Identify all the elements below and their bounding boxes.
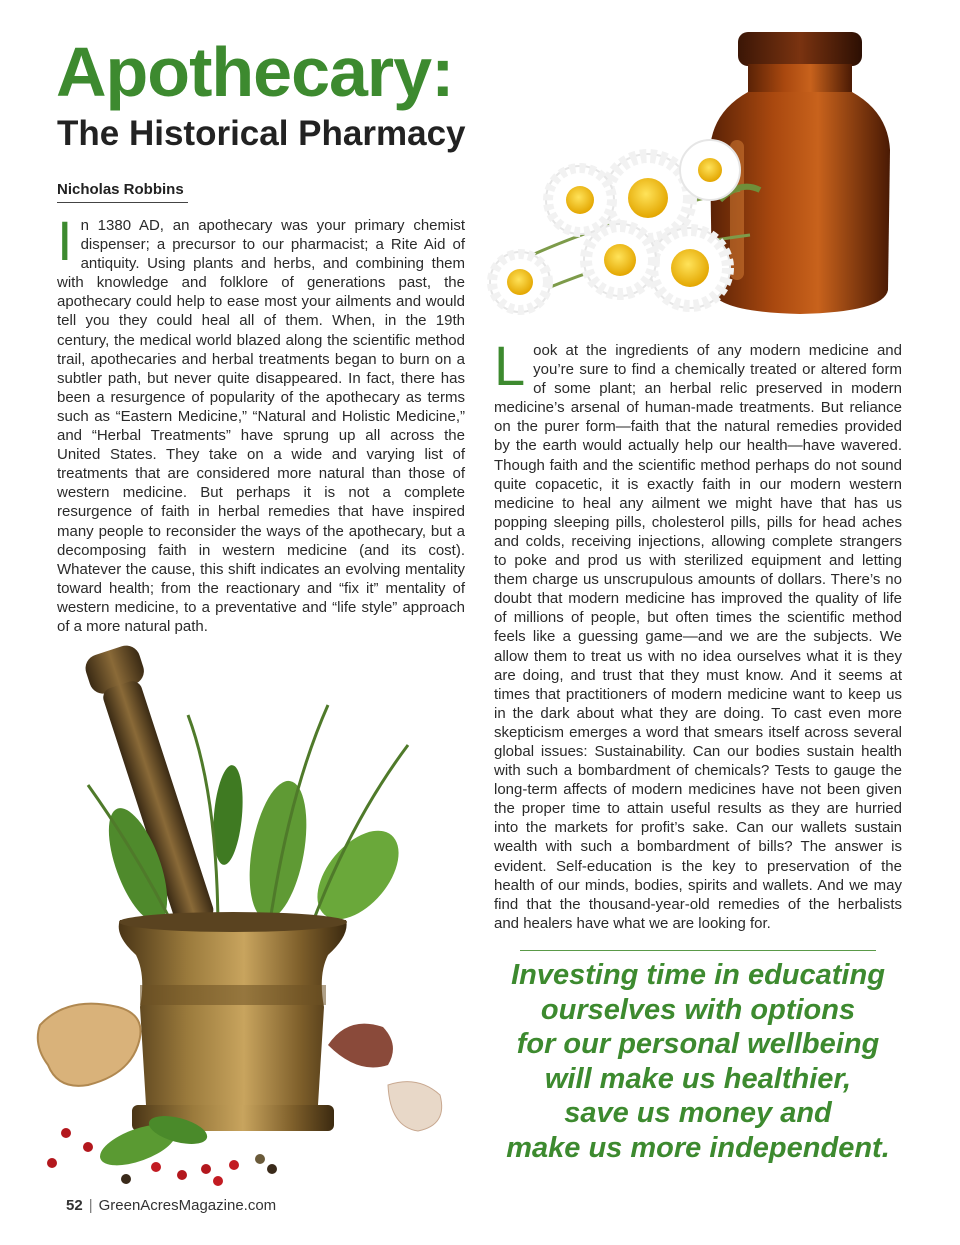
pull-quote-line: will make us healthier, — [544, 1062, 852, 1095]
bottle-and-chamomile-image — [480, 20, 900, 330]
page-number: 52 — [66, 1197, 83, 1214]
article-body-column-1 — [57, 209, 465, 636]
body-paragraph: ook at the ingredients of any modern medicine and you’re sure to find a chemically treated or altered form of some plant; an herbal relic preserved in modern medicine’s arsenal of human-made treatments. But reliance on the purer form—faith that the natural remedies provided by the earth would actually help our health—have wavered. Though faith and the scientific method perhaps do not sound quite copacetic, it is exactly faith in our modern western medicine to heal any ailment we might have that has us popping sleeping pills, cholesterol pills, pills for head aches and colds, receiving injections, allowing complete strangers to poke and prod us with sterilized equipment and letting them charge us unscrupulous amounts of dollars. There’s no doubt that modern medicine has improved the quality of life of millions of people, but often times the scientific method feels like a guessing game—and we are the subjects. We allow them to treat us with no idea ourselves what it is they are doing, and trust that they must know. And it seems at times that practitioners of modern medicine want to keep us in the dark about what they are doing. To cast even more skepticism emerges a word that smears itself across several global issues: Sustainability. Can our bodies sustain health with such a bombardment of chemicals? Tests to gauge the long-term affects of modern medicines have not been given the proper time to attain useful results as they are hurried into the markets for profit’s sake. Can our wallets sustain wealth with such a bombardment of bills? The answer is evident. Self-education is the key to preservation of the health of our minds, bodies, spirits and wallets. And we may find that the thousand-year-old remedies of the herbalists and healers have what we are looking for. — [494, 342, 902, 932]
author-byline: Nicholas Robbins — [57, 179, 188, 203]
page-footer — [66, 1196, 276, 1216]
pull-quote-line: save us money and — [564, 1097, 832, 1130]
article-subtitle: The Historical Pharmacy — [57, 114, 466, 153]
chamomile-flowers — [490, 140, 740, 312]
article-body-column-2 — [494, 334, 902, 933]
article-title: Apothecary: — [56, 33, 454, 111]
body-paragraph: n 1380 AD, an apothecary was your primary chemist dispenser; a precursor to our pharmacist; a Rite Aid of antiquity. Using plants and herbs, and combining them with knowledge and folklore of generations past, the apothecary could help to ease most your ailments and would tell you they could heal all of them. When, in the 19th century, the medical world blazed along the scientific method trail, apothecaries and herbal treatments began to burn on a subtler path, but never quite disappeared. In fact, there has been a resurgence of popularity of the apothecary as terms such as “Eastern Medicine,” “Natural and Holistic Medicine,” and “Herbal Treatments” have sprung up all across the United States. They take on a wide and varying list of treatments that are considered more natural than those of western medicine. But perhaps it is not a complete resurgence of faith in herbal remedies that have inspired many people to reconsider the ways of the apothecary, but a decomposing faith in western medicine (and its cost). Whatever the cause, this shift indicates an evolving mentality toward health; from the reactionary and “fix it” mentality of western medicine, to a preventative and “life style” approach of a more natural path. — [57, 217, 465, 635]
pull-quote-line: Investing time in educating — [511, 959, 885, 991]
pull-quote — [490, 958, 906, 1166]
site-link[interactable]: GreenAcresMagazine.com — [98, 1197, 277, 1214]
drop-cap: L — [494, 334, 526, 397]
pull-quote-divider — [520, 950, 876, 951]
footer-separator: | — [88, 1197, 93, 1214]
mortar-and-pestle-image — [28, 635, 468, 1195]
pull-quote-line: make us more independent. — [506, 1131, 890, 1164]
pull-quote-line: ourselves with options — [540, 993, 856, 1026]
drop-cap: I — [57, 209, 73, 272]
pull-quote-line: for our personal wellbeing — [516, 1028, 880, 1061]
